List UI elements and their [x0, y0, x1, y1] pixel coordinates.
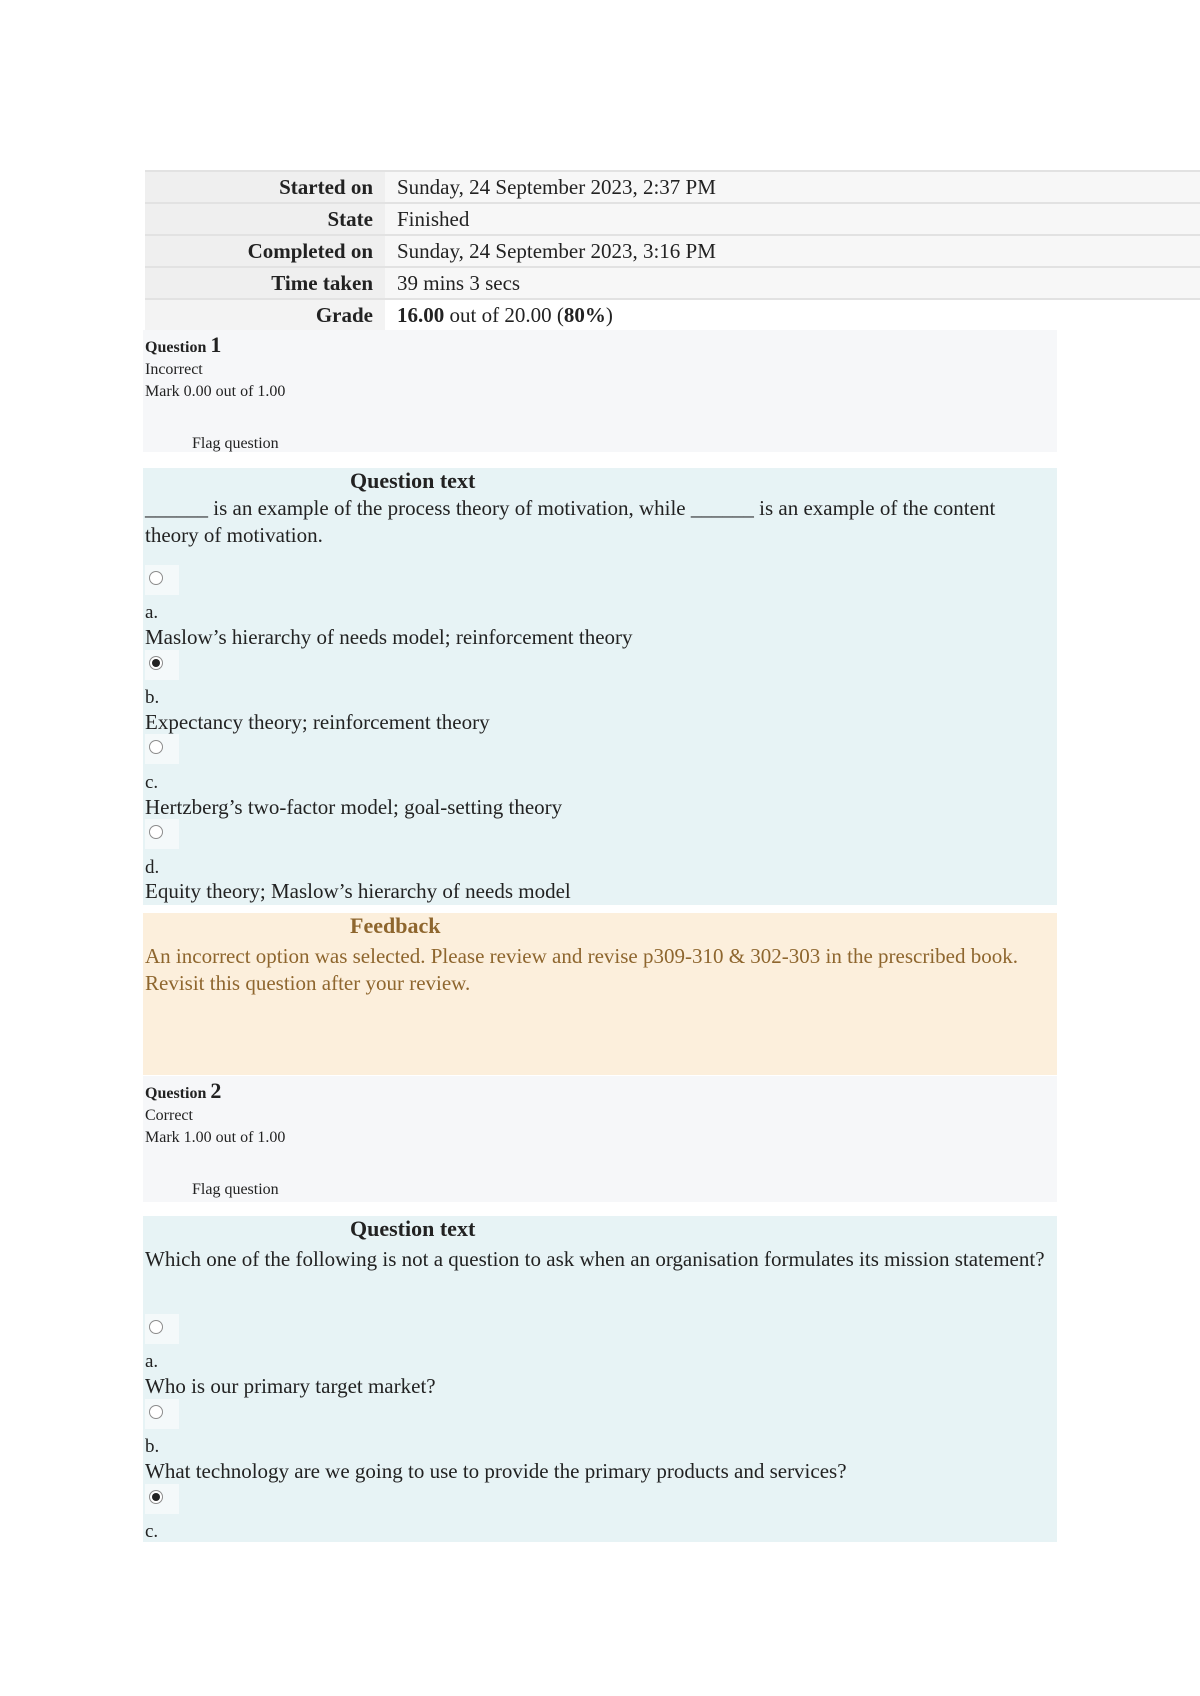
grade-close: )	[605, 302, 613, 327]
question-number-value: 1	[210, 332, 222, 357]
summary-label: State	[145, 203, 385, 235]
option-radio-selected[interactable]	[149, 656, 163, 670]
question-number	[143, 330, 1057, 359]
question-1-feedback	[143, 913, 1057, 1075]
summary-value: Finished	[385, 203, 1200, 235]
question-mark: Mark 1.00 out of 1.00	[145, 1129, 286, 1146]
grade-percent: 80%	[563, 302, 606, 327]
question-text-heading: Question text	[350, 1216, 476, 1241]
feedback-text: An incorrect option was selected. Please review and revise p309-310 & 302-303 in the prescribed book. Revisit this question after your review.	[145, 944, 1018, 995]
summary-row	[145, 203, 1200, 235]
grade-score: 16.00	[397, 302, 445, 327]
option-c-radio-box[interactable]	[145, 734, 179, 764]
question-2-info	[143, 1076, 1057, 1202]
option-text[interactable]: Equity theory; Maslow’s hierarchy of needs model	[145, 879, 571, 903]
option-d-radio-box[interactable]	[145, 819, 179, 849]
question-prompt: Which one of the following is not a question to ask when an organisation formulates its mission statement?	[145, 1247, 1045, 1271]
option-letter: b.	[145, 1436, 160, 1457]
summary-row	[145, 235, 1200, 267]
option-text[interactable]: Maslow’s hierarchy of needs model; reinforcement theory	[145, 625, 633, 649]
question-status: Correct	[145, 1107, 193, 1124]
grade-out-of: out of 20.00 (	[444, 302, 564, 327]
question-text-heading: Question text	[350, 468, 476, 493]
option-letter: a.	[145, 602, 159, 623]
question-prefix: Question	[145, 1085, 207, 1102]
question-prefix: Question	[145, 339, 207, 356]
option-radio[interactable]	[149, 825, 163, 839]
summary-label: Time taken	[145, 267, 385, 299]
summary-row	[145, 267, 1200, 299]
option-c-radio-box[interactable]	[145, 1484, 179, 1514]
question-prompt: ______ is an example of the process theory of motivation, while ______ is an example of the content theory of motivation.	[145, 496, 996, 547]
summary-value: 39 mins 3 secs	[385, 267, 1200, 299]
option-text[interactable]: Who is our primary target market?	[145, 1374, 436, 1398]
option-radio[interactable]	[149, 1320, 163, 1334]
option-letter: b.	[145, 687, 160, 708]
question-status: Incorrect	[145, 361, 203, 378]
attempt-summary-table	[145, 170, 1200, 330]
option-letter: d.	[145, 857, 160, 878]
summary-label: Started on	[145, 171, 385, 203]
option-text[interactable]: Hertzberg’s two-factor model; goal-setting theory	[145, 795, 563, 819]
option-radio[interactable]	[149, 740, 163, 754]
option-b-radio-box[interactable]	[145, 650, 179, 680]
summary-value: Sunday, 24 September 2023, 3:16 PM	[385, 235, 1200, 267]
option-a-radio-box[interactable]	[145, 1314, 179, 1344]
option-letter: c.	[145, 772, 159, 793]
option-radio[interactable]	[149, 1405, 163, 1419]
option-b-radio-box[interactable]	[145, 1399, 179, 1429]
grade-row	[145, 299, 1200, 330]
flag-question-link[interactable]: Flag question	[192, 1181, 279, 1198]
grade-label: Grade	[145, 299, 385, 330]
feedback-heading: Feedback	[350, 913, 441, 938]
question-number-value: 2	[210, 1078, 222, 1103]
option-radio-selected[interactable]	[149, 1490, 163, 1504]
option-text[interactable]: What technology are we going to use to provide the primary products and services?	[145, 1459, 847, 1483]
summary-value: Sunday, 24 September 2023, 2:37 PM	[385, 171, 1200, 203]
question-2-text-block	[143, 1216, 1057, 1542]
summary-label: Completed on	[145, 235, 385, 267]
option-letter: a.	[145, 1351, 159, 1372]
flag-question-link[interactable]: Flag question	[192, 435, 279, 452]
summary-row	[145, 171, 1200, 203]
option-a-radio-box[interactable]	[145, 565, 179, 595]
question-1-info	[143, 330, 1057, 452]
option-radio[interactable]	[149, 571, 163, 585]
question-1-text-block	[143, 468, 1057, 905]
question-number	[143, 1076, 1057, 1105]
question-mark: Mark 0.00 out of 1.00	[145, 383, 286, 400]
option-text[interactable]: Expectancy theory; reinforcement theory	[145, 710, 490, 734]
option-letter: c.	[145, 1521, 159, 1542]
grade-value	[385, 299, 1200, 330]
